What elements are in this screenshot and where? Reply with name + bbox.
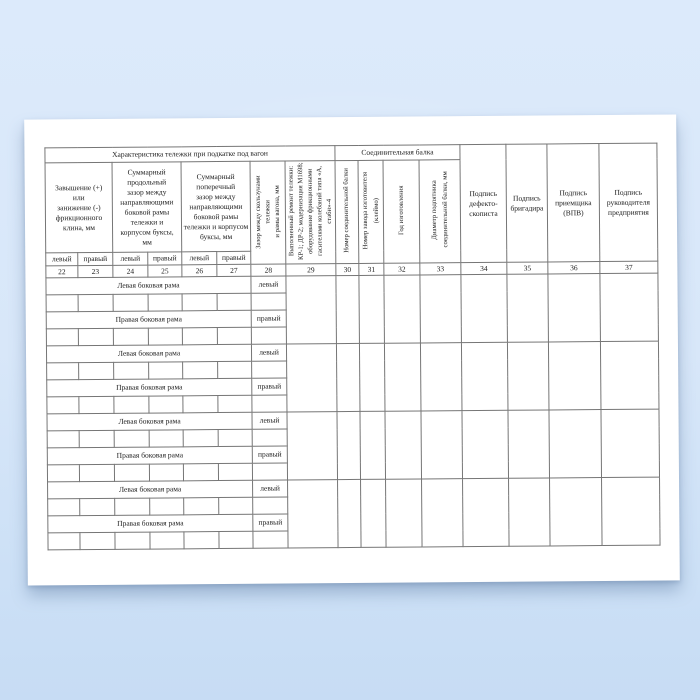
factory-number-entry-cell (360, 411, 386, 479)
measurement-cell (149, 464, 183, 481)
measurement-cell (48, 499, 80, 516)
repair-entry-cell (287, 412, 338, 480)
measurement-cell (183, 396, 218, 413)
col-number-26: 26 (182, 265, 217, 277)
measurement-cell (115, 532, 150, 549)
pivot-diameter-entry-cell (420, 275, 462, 343)
col-number-23: 23 (78, 265, 113, 277)
col-header-year-made (383, 160, 420, 263)
measurement-cell (219, 497, 253, 514)
slider-gap-left-cell (252, 429, 287, 446)
col-number-34: 34 (461, 262, 507, 274)
factory-number-vertical-text: Номер завода изготовителя (клеймо) (361, 171, 381, 250)
measurement-cell (47, 431, 79, 448)
right-frame-label: Правая боковая рама (47, 446, 252, 465)
left-frame-label: Левая боковая рама (46, 344, 251, 363)
subheader-left-26: левый (182, 252, 217, 265)
measurement-cell (113, 294, 148, 311)
col-number-37: 37 (600, 261, 658, 273)
col-number-30: 30 (336, 263, 359, 275)
slider-gap-right-cell (252, 395, 287, 412)
signature-defectoscopist-cell (461, 274, 508, 342)
slider-gap-right-cell (251, 327, 286, 344)
measurement-cell (114, 362, 149, 379)
year-entry-cell (386, 479, 423, 547)
measurement-cell (47, 397, 79, 414)
year-entry-cell (384, 275, 421, 343)
measurement-cell (183, 362, 218, 379)
measurement-cell (79, 430, 114, 447)
pivot-diameter-entry-cell (421, 411, 463, 479)
measurement-cell (114, 464, 149, 481)
measurement-cell (48, 533, 80, 550)
measurement-cell (79, 362, 114, 379)
col-number-22: 22 (46, 266, 78, 278)
measurement-cell (80, 532, 115, 549)
measurement-cell (115, 498, 150, 515)
measurement-cell (46, 295, 78, 312)
measurement-cell (79, 464, 114, 481)
col-header-wedge-offset: Завышение (+) или занижение (-) фрикционного клина, мм (45, 162, 113, 253)
measurement-cell (150, 532, 184, 549)
measurement-cell (149, 396, 183, 413)
signature-inspector-cell (548, 342, 601, 410)
signature-inspector-cell (550, 478, 603, 546)
left-frame-label: Левая боковая рама (47, 412, 252, 431)
repair-entry-cell (286, 344, 337, 412)
col-number-32: 32 (384, 263, 420, 275)
subheader-left-22: левый (46, 253, 78, 266)
measurement-cell (218, 429, 252, 446)
signature-director-cell (600, 341, 659, 409)
measurement-cell (113, 328, 148, 345)
measurement-cell (182, 294, 217, 311)
beam-number-entry-cell (336, 275, 360, 343)
beam-number-entry-cell (338, 479, 362, 547)
group-header-bogie: Характеристика тележки при подкатке под вагон (45, 146, 335, 163)
measurement-cell (148, 294, 182, 311)
col-number-29: 29 (286, 264, 336, 276)
left-frame-label: Левая боковая рама (46, 276, 251, 295)
measurement-cell (182, 328, 217, 345)
measurement-cell (80, 498, 115, 515)
measurement-cell (46, 329, 78, 346)
left-frame-label: Левая боковая рама (48, 480, 253, 499)
slider-gap-right-cell (252, 463, 287, 480)
measurement-cell (218, 395, 252, 412)
signature-inspector-cell (549, 410, 602, 478)
measurement-cell (114, 430, 149, 447)
signature-brigadier-cell (509, 478, 551, 546)
signature-brigadier-cell (507, 342, 549, 410)
signature-inspector-cell (548, 274, 601, 342)
group-header-beam: Соединительная балка (335, 145, 460, 161)
repair-entry-cell (288, 480, 339, 548)
pivot-diameter-vertical-text: Диаметр подпятника соединительной балки, мм (430, 171, 450, 248)
col-number-28: 28 (251, 264, 286, 276)
slider-side-label-right: правый (251, 310, 286, 327)
slider-side-label-right: правый (252, 446, 287, 463)
pivot-diameter-entry-cell (422, 479, 464, 547)
measurement-cell (79, 396, 114, 413)
measurement-cell (184, 532, 219, 549)
measurement-cell (149, 362, 183, 379)
signature-director-cell (600, 273, 659, 341)
measurement-cell (78, 294, 113, 311)
right-frame-label: Правая боковая рама (47, 378, 252, 397)
col-number-33: 33 (420, 263, 461, 275)
slider-side-label-right: правый (253, 514, 288, 531)
beam-number-entry-cell (336, 343, 360, 411)
measurement-cell (150, 498, 184, 515)
subheader-right-25: правый (148, 252, 182, 265)
measurement-cell (47, 465, 79, 482)
slider-side-label-right: правый (252, 378, 287, 395)
factory-number-entry-cell (359, 275, 385, 343)
signature-brigadier-cell (508, 410, 550, 478)
measurement-cell (218, 463, 252, 480)
measurement-cell (184, 498, 219, 515)
slider-side-label-left: левый (253, 480, 288, 497)
subheader-right-27: правый (217, 251, 251, 264)
col-number-25: 25 (148, 265, 182, 277)
col-header-repair-done (285, 161, 336, 264)
measurement-cell (47, 363, 79, 380)
slider-gap-left-cell (251, 293, 286, 310)
col-number-35: 35 (507, 262, 548, 274)
col-number-36: 36 (548, 262, 600, 274)
slider-side-label-left: левый (251, 276, 286, 293)
factory-number-entry-cell (359, 343, 385, 411)
subheader-right-23: правый (78, 252, 113, 265)
col-header-signature-defectoscopist: Подпись дефекто- скописта (460, 144, 507, 262)
signature-defectoscopist-cell (462, 410, 509, 478)
col-header-pivot-diameter (419, 160, 461, 263)
slider-gap-left-cell (252, 361, 287, 378)
beam-number-vertical-text: Номер соединительной балки (342, 168, 351, 253)
subheader-left-24: левый (113, 252, 148, 265)
bogie-characteristics-table (44, 143, 660, 551)
signature-brigadier-cell (507, 274, 549, 342)
col-header-factory-number (358, 160, 384, 263)
signature-defectoscopist-cell (461, 342, 508, 410)
slider-gap-right-cell (253, 531, 288, 548)
col-number-27: 27 (217, 264, 251, 276)
measurement-cell (78, 328, 113, 345)
beam-number-entry-cell (337, 411, 361, 479)
measurement-cell (149, 430, 183, 447)
col-header-slider-gap (250, 161, 286, 264)
right-frame-label: Правая боковая рама (48, 514, 253, 533)
col-header-signature-director: Подпись руководителя предприятия (599, 143, 658, 261)
repair-done-vertical-text: Выполненный ремонт тележки: КР-1; ДР-2; модернизация М1698; оборудование фрикционными гасителями колебаний типа «А, стаби»-4 (287, 162, 333, 260)
col-header-lateral-gap: Суммарный поперечный зазор между направляющими боковой рамы тележки и корпусом буксы, мм (181, 161, 251, 252)
repair-entry-cell (286, 276, 337, 344)
col-number-31: 31 (359, 263, 384, 275)
col-header-signature-brigadier: Подпись бригадира (506, 144, 548, 262)
col-header-longitudinal-gap: Суммарный продольный зазор между направляющими боковой рамы тележки и корпусом буксы, мм (112, 162, 182, 253)
year-entry-cell (385, 411, 422, 479)
measurement-cell (218, 361, 252, 378)
measurement-cell (217, 293, 251, 310)
measurement-cell (183, 464, 218, 481)
signature-director-cell (602, 477, 661, 545)
signature-defectoscopist-cell (463, 478, 510, 546)
measurement-cell (183, 430, 218, 447)
measurement-cell (114, 396, 149, 413)
slider-side-label-left: левый (251, 344, 286, 361)
right-frame-label: Правая боковая рама (46, 310, 251, 329)
measurement-cell (219, 531, 253, 548)
slider-gap-vertical-text: Зазор между скользунами тележки и рамы вагона, мм (254, 174, 281, 248)
slider-side-label-left: левый (252, 412, 287, 429)
year-entry-cell (384, 343, 421, 411)
signature-director-cell (601, 409, 660, 477)
col-number-24: 24 (113, 265, 148, 277)
year-made-vertical-text: Год изготовления (397, 185, 405, 235)
col-header-beam-number (335, 160, 359, 263)
document-page (24, 114, 680, 585)
factory-number-entry-cell (361, 479, 387, 547)
pivot-diameter-entry-cell (420, 343, 462, 411)
measurement-cell (217, 327, 251, 344)
measurement-cell (148, 328, 182, 345)
col-header-signature-inspector: Подпись приемщика (ВПВ) (547, 144, 600, 262)
slider-gap-left-cell (253, 497, 288, 514)
